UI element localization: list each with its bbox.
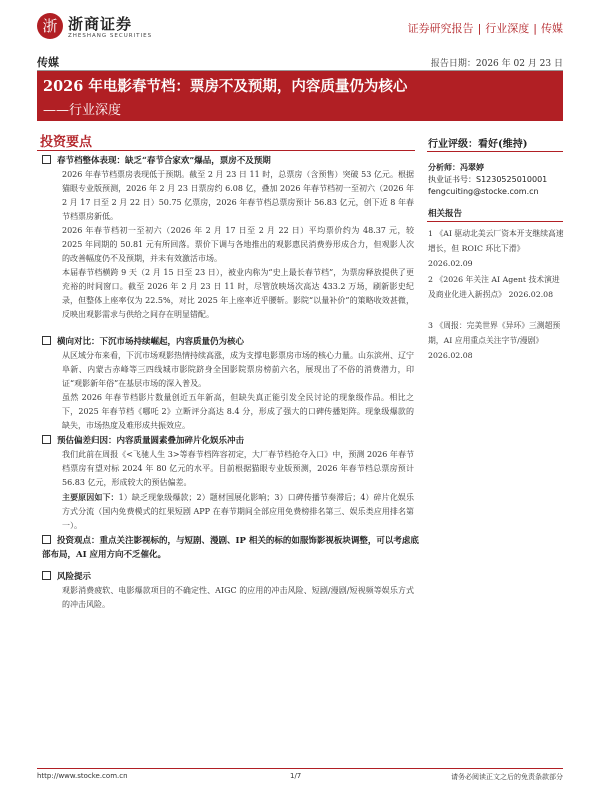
paragraph-6: 我们此前在周报《<飞驰人生 3>等春节档阵容初定，大厂春节档抢夺入口》中，预测 2026 年春节档票房有望对标 2024 年 80 亿元的水平。目前根据猫眼专业版预测，2026 年春节档总票房预计 56.83 亿元，形成较大的预估偏差。 xyxy=(62,450,414,487)
title-banner xyxy=(37,71,563,121)
paragraph-4: 从区域分布来看，下沉市场观影热情持续高涨，成为支撑电影票房市场的核心力量。山东滨州、辽宁阜新、内蒙古赤峰等三四线城市影院跻身全国影院票房榜前六名，展现出了不俗的消费潜力，印证“观影新年俗”在基层市场的深入普及。 xyxy=(62,351,414,388)
checkbox-bullet-icon xyxy=(42,155,51,164)
nav-item-depth: 行业深度 xyxy=(485,22,530,35)
key-point-heading-5 xyxy=(42,570,420,584)
nav-separator: | xyxy=(477,22,482,35)
paragraph-5: 虽然 2026 年春节档影片数量创近五年新高，但缺失真正能引发全民讨论的现象级作品。相比之下，2025 年春节档《哪吒 2》立断评分高达 8.4 分，形成了强大的口碑传播矩阵。现象级爆款的缺失，市场热度及难形成共振效应。 xyxy=(62,393,414,430)
page-number: 1/7 xyxy=(290,772,302,780)
logo-text-en: ZHESHANG SECURITIES xyxy=(68,33,153,39)
heading-text: 春节档整体表现：缺乏“春节合家欢”爆品，票房不及预期 xyxy=(57,156,271,166)
nav-item-research: 证券研究报告 xyxy=(407,22,474,35)
checkbox-bullet-icon xyxy=(42,435,51,444)
report-type-nav xyxy=(408,20,563,36)
paragraph-3: 本届春节档横跨 9 天（2 月 15 日至 23 日），被业内称为“史上最长春节档”，为票房释放提供了更充裕的时间窗口。截至 2026 年 2 月 23 日 11 时，尽管放映场次高达 433.2 万场，刷新影史纪录，但整体上座率仅为 22.5%，对比 2025 年上座率近乎腰斩。影院“以量补价”的策略收效甚微，反映出观影需求与供给之间存在明显错配。 xyxy=(62,268,414,319)
section-divider xyxy=(37,150,415,151)
related-divider xyxy=(427,221,563,222)
report-date: 报告日期：2026 年 02 月 23 日 xyxy=(430,59,563,69)
heading-text: 投资观点：重点关注影视标的，与短剧、漫剧、IP 相关的标的如服饰影视板块调整，可以考虑底部布局，AI 应用方向不乏催化。 xyxy=(42,536,419,560)
heading-text: 风险提示 xyxy=(57,572,92,582)
license-number: 执业证书号：S1230525010001 xyxy=(428,175,548,184)
key-point-heading-3 xyxy=(42,434,420,448)
key-point-heading-1 xyxy=(42,154,420,168)
industry-label: 传媒 xyxy=(37,56,59,69)
paragraph-7 xyxy=(62,490,414,533)
paragraph-2: 2026 年春节档初一至初六（2026 年 2 月 17 日至 2 月 22 日）平均票价约为 48.37 元，较 2025 年同期的 50.81 元有所回落。票价下调与各地推出的观影惠民消费券形成合力，但观影人次的改善幅度仍不及预期，并未有效激活市场。 xyxy=(62,226,414,263)
checkbox-bullet-icon xyxy=(42,571,51,580)
nav-item-media: 传媒 xyxy=(541,22,563,35)
checkbox-bullet-icon xyxy=(42,535,51,544)
industry-rating: 行业评级：看好(维持) xyxy=(428,139,528,150)
analyst-name: 冯翠婷 xyxy=(460,163,484,172)
nav-separator: | xyxy=(533,22,537,35)
footer-url[interactable]: http://www.stocke.com.cn xyxy=(37,772,128,780)
related-reports-title: 相关报告 xyxy=(428,209,463,219)
company-logo xyxy=(37,12,187,46)
reasons-label: 主要原因如下： xyxy=(62,492,119,502)
section-title: 投资要点 xyxy=(40,135,93,150)
related-report-item[interactable]: 2 《2026 年关注 AI Agent 技术演进及商业化进入新拐点》 2026.02.08 xyxy=(428,275,560,299)
related-report-item[interactable]: 3 《周报：完美世界《异环》三测超预期，AI 应用重点关注字节/漫剧》 2026.02.08 xyxy=(428,321,561,360)
disclaimer-note: 请务必阅读正文之后的免责条款部分 xyxy=(451,773,563,781)
logo-text-cn: 浙商证券 xyxy=(68,15,133,33)
analyst-email[interactable]: fengcuiting@stocke.com.cn xyxy=(428,187,539,196)
heading-text: 预估偏差归因：内容质量圆素叠加碎片化娱乐冲击 xyxy=(57,436,245,446)
paragraph-8: 观影消费疲软、电影爆款项目的不确定性、AIGC 的应用的冲击风险、短剧/漫剧/短视频等娱乐方式的冲击风险。 xyxy=(62,586,414,609)
report-title: 2026 年电影春节档：票房不及预期，内容质量仍为核心 xyxy=(43,78,408,95)
logo-mark: 浙 xyxy=(37,13,63,39)
reasons-text: 1）缺乏现象级爆款；2）题材国展化影响；3）口碑传播节奏滞后；4）碎片化娱乐方式分流（国内免费模式的红果短剧 APP 在春节期间全部应用免费榜排名第三、娱乐类应用排名第一）。 xyxy=(62,493,414,530)
paragraph-1: 2026 年春节档票房表现低于预期。截至 2 月 23 日 11 时，总票房（含预售）突破 53 亿元。根据猫眼专业版预测，2026 年 2 月 23 日票房约 6.08 亿，叠加 2026 年春节档初一至初六（2026 年 2 月 17 日至 2 月 22 日）50.75 亿票房，2026 年春节档总票房预计 56.83 亿元，创下近 8 年春节档票房新低。 xyxy=(62,170,414,221)
analyst-block xyxy=(428,162,547,198)
report-subtitle: ——行业深度 xyxy=(43,103,122,118)
analyst-label: 分析师： xyxy=(428,163,460,172)
key-point-heading-4 xyxy=(42,534,420,562)
checkbox-bullet-icon xyxy=(42,336,51,345)
heading-text: 横向对比：下沉市场持续崛起，内容质量仍为核心 xyxy=(57,337,245,347)
key-point-heading-2 xyxy=(42,335,420,349)
rating-divider xyxy=(427,151,563,152)
footer-divider xyxy=(37,768,563,769)
related-report-item[interactable]: 1 《AI 驱动北美云厂资本开支继续高速增长，但 ROIC 环比下滑》 2026.02.09 xyxy=(428,229,564,268)
